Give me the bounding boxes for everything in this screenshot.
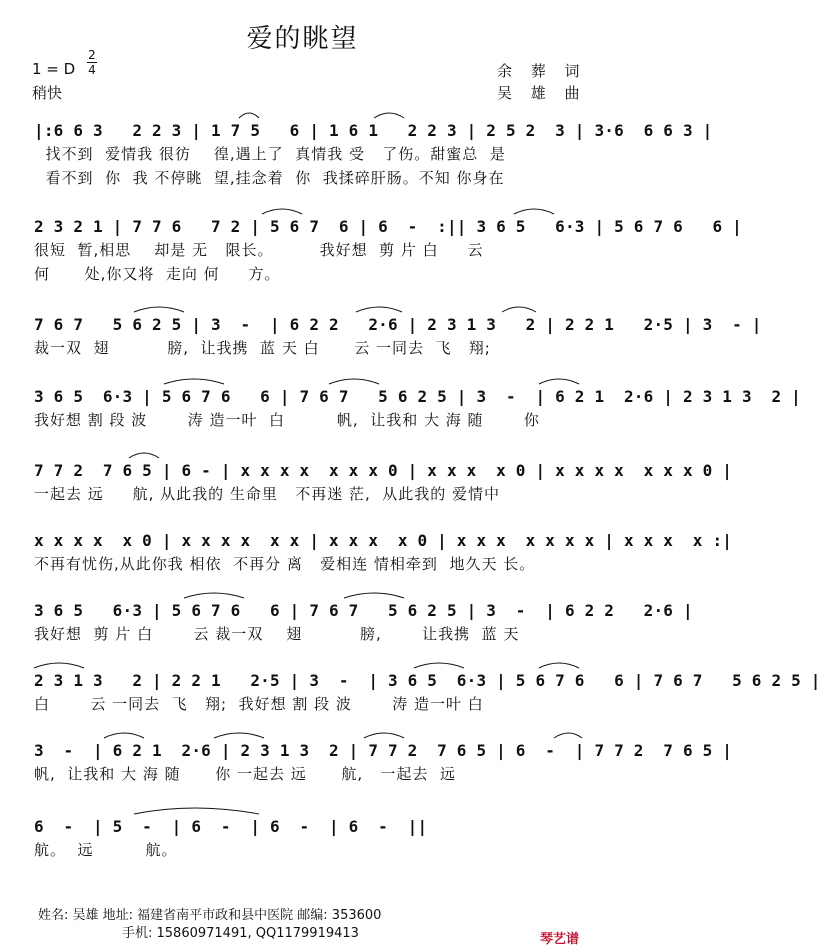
notation-line: 3 6 5 6·3 | 5 6 7 6 6 | 7 6 7 5 6 2 5 | 3 - | 6 2 2 2·6 | xyxy=(34,601,693,620)
lyric-line-1: 找不到 爱情我 很彷 徨,遇上了 真情我 受 了伤。甜蜜总 是 xyxy=(34,145,506,163)
lyric-line-1: 我好想 割 段 波 涛 造一叶 白 帆, 让我和 大 海 随 你 xyxy=(34,411,540,429)
slur-marks xyxy=(34,300,582,314)
footer-contact-line2: 手机: 15860971491, QQ1179919413 xyxy=(122,926,359,941)
song-title: 爱的眺望 xyxy=(246,24,359,54)
notation-line: x x x x x 0 | x x x x x x | x x x x 0 | x x x x x x x | x x x x :| xyxy=(34,531,733,550)
system-8 xyxy=(34,670,821,716)
system-3 xyxy=(34,314,762,360)
notation-line: |:6 6 3 2 2 3 | 1 7 5 6 | 1 6 1 2 2 3 | 2 5 2 3 | 3·6 6 6 3 | xyxy=(34,121,713,140)
key-signature xyxy=(32,48,96,78)
lyric-line-1: 一起去 远 航, 从此我的 生命里 不再迷 茫, 从此我的 爱情中 xyxy=(34,485,501,503)
footer-contact-line1: 姓名: 吴雄 地址: 福建省南平市政和县中医院 邮编: 353600 xyxy=(38,908,382,923)
slur-marks xyxy=(34,656,582,670)
lyric-line-1: 裁一双 翅 膀, 让我携 蓝 天 白 云 一同去 飞 翔; xyxy=(34,339,491,357)
notation-line: 6 - | 5 - | 6 - | 6 - | 6 - || xyxy=(34,817,428,836)
slur-marks xyxy=(34,586,582,600)
lyric-line-1: 很短 暂,相思 却是 无 限长。 我好想 剪 片 白 云 xyxy=(34,241,484,259)
lyric-line-1: 帆, 让我和 大 海 随 你 一起去 远 航, 一起去 远 xyxy=(34,765,456,783)
slur-marks xyxy=(34,202,582,216)
lyric-line-2: 看不到 你 我 不停眺 望,挂念着 你 我揉碎肝肠。不知 你身在 xyxy=(34,169,505,187)
system-10 xyxy=(34,816,582,862)
notation-line: 2 3 2 1 | 7 7 6 7 2 | 5 6 7 6 | 6 - :|| 3 6 5 6·3 | 5 6 7 6 6 | xyxy=(34,217,742,236)
lyric-line-1: 我好想 剪 片 白 云 裁一双 翅 膀, 让我携 蓝 天 xyxy=(34,625,520,643)
system-9 xyxy=(34,740,733,786)
tempo-marking: 稍快 xyxy=(32,84,63,102)
system-2 xyxy=(34,216,742,286)
lyricist-credit: 余 葬 词 xyxy=(497,62,587,80)
notation-line: 7 6 7 5 6 2 5 | 3 - | 6 2 2 2·6 | 2 3 1 3 2 | 2 2 1 2·5 | 3 - | xyxy=(34,315,762,334)
notation-line: 3 6 5 6·3 | 5 6 7 6 6 | 7 6 7 5 6 2 5 | 3 - | 6 2 1 2·6 | 2 3 1 3 2 | xyxy=(34,387,801,406)
notation-line: 2 3 1 3 2 | 2 2 1 2·5 | 3 - | 3 6 5 6·3 | 5 6 7 6 6 | 7 6 7 5 6 2 5 | xyxy=(34,671,821,690)
system-1 xyxy=(34,120,713,190)
notation-line: 7 7 2 7 6 5 | 6 - | x x x x x x x 0 | x x x x 0 | x x x x x x x 0 | xyxy=(34,461,733,480)
system-5 xyxy=(34,460,733,506)
lyric-line-1: 不再有忧伤,从此你我 相依 不再分 离 爱相连 情相牵到 地久天 长。 xyxy=(34,555,536,573)
key-text: 1 = D xyxy=(32,60,76,78)
notation-line: 3 - | 6 2 1 2·6 | 2 3 1 3 2 | 7 7 2 7 6 5 | 6 - | 7 7 2 7 6 5 | xyxy=(34,741,733,760)
composer-credit: 吴 雄 曲 xyxy=(497,84,587,102)
slur-marks xyxy=(34,372,582,386)
time-bottom: 4 xyxy=(88,63,96,77)
time-top: 2 xyxy=(88,48,96,62)
slur-marks xyxy=(34,726,582,740)
lyric-line-1: 白 云 一同去 飞 翔; 我好想 割 段 波 涛 造一叶 白 xyxy=(34,695,484,713)
slur-marks xyxy=(34,106,582,120)
system-4 xyxy=(34,386,801,432)
lyric-line-2: 何 处,你又将 走向 何 方。 xyxy=(34,265,281,283)
slur-marks xyxy=(34,446,582,460)
slur-marks xyxy=(34,802,582,816)
system-7 xyxy=(34,600,693,646)
lyric-line-1: 航。 远 航。 xyxy=(34,841,178,859)
time-signature xyxy=(87,48,97,77)
system-6 xyxy=(34,530,733,576)
site-logo: 琴艺谱 xyxy=(540,932,580,947)
